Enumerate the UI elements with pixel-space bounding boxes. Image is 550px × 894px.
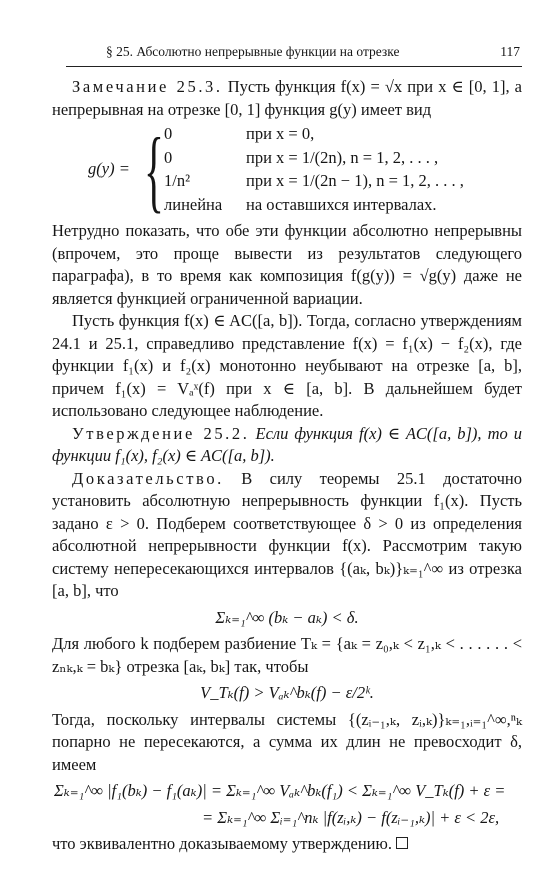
left-brace: { xyxy=(144,118,164,221)
remark-paragraph xyxy=(52,76,522,121)
case-value: 0 xyxy=(164,147,173,167)
piecewise-lhs: g(y) = xyxy=(88,159,130,179)
statement-paragraph xyxy=(52,423,522,468)
case-value: 0 xyxy=(164,124,173,143)
remark-heading: Замечание 25.3. xyxy=(72,77,223,96)
page-body xyxy=(52,76,522,856)
case-condition: на оставшихся интервалах. xyxy=(246,194,437,214)
remark-text-2: Нетрудно показать, что обе эти функции абсолютно непрерывны (впрочем, это проще вывести из результатов следующего параграфа), в то время как композиция f(g(y)) = √g(y) даже не является функцией ограниченной вариации. xyxy=(52,221,522,308)
formula-sum-lengths: Σₖ₌₁^∞ (bₖ − aₖ) < δ. xyxy=(215,607,359,627)
proof-text-3: Тогда, поскольку интервалы системы {(zᵢ₋₁,ₖ, zᵢ,ₖ)}ₖ₌₁,ᵢ₌₁^∞,ⁿₖ попарно не пересекаются, а сумма их длин не превосходит δ, имеем xyxy=(52,709,522,774)
case-condition: при x = 1/(2n), n = 1, 2, . . . , xyxy=(246,147,439,167)
section-title: § 25. Абсолютно непрерывные функции на отрезке xyxy=(106,44,400,59)
case-condition: при x = 0, xyxy=(246,124,315,143)
proof-text-2: Для любого k подберем разбиение Tₖ = {aₖ = z₀,ₖ < z₁,ₖ < . . . . . . < zₙₖ,ₖ = bₖ} отрезка [aₖ, bₖ] так, чтобы xyxy=(52,634,522,676)
piecewise-cases xyxy=(164,123,464,216)
paragraph-2: Пусть функция f(x) ∈ AC([a, b]). Тогда, согласно утверждениям 24.1 и 25.1, справедливо представление f(x) = f₁(x) − f₂(x), где функции f₁(x) и f₂(x) монотонно неубывают на отрезке [a, b], причем f₁(x) = Vₐˣ(f) при x ∈ [a, b]. В дальнейшем будет использовано следующее наблюдение. xyxy=(52,311,522,420)
proof-text-1: В силу теоремы 25.1 достаточно установить абсолютную непрерывность функции f₁(x). Пусть задано ε > 0. Подберем соответствующее δ > 0 из определения абсолютной непрерывности функции f(x). Рассмотрим такую систему непересекающихся интервалов {(aₖ, bₖ)}ₖ₌₁^∞ из отрезка [a, b], что xyxy=(52,468,523,600)
formula-partition: V_Tₖ(f) > Vₐₖ^bₖ(f) − ε/2ᵏ. xyxy=(200,683,374,702)
formula-estimate-line-1: Σₖ₌₁^∞ |f₁(bₖ) − f₁(aₖ)| = Σₖ₌₁^∞ Vₐₖ^bₖ(f₁) < Σₖ₌₁^∞ V_Tₖ(f) + ε = xyxy=(54,781,506,800)
proof-conclusion xyxy=(52,833,522,856)
case-condition: при x = 1/(2n − 1), n = 1, 2, . . . , xyxy=(246,171,464,190)
piecewise-definition xyxy=(88,118,522,221)
header-rule xyxy=(66,66,522,67)
qed-square-icon xyxy=(396,837,408,849)
remark-text-1: Пусть функция f(x) = √x при x ∈ [0, 1], а непрерывная на отрезке [0, 1] функция g(y) имеет вид xyxy=(52,77,522,119)
statement-heading: Утверждение 25.2. xyxy=(72,423,250,443)
case-value: 1/n² xyxy=(164,171,191,190)
statement-text: Если функция f(x) ∈ AC([a, b]), то и функции f₁(x), f₂(x) ∈ AC([a, b]). xyxy=(52,423,523,465)
proof-paragraph xyxy=(52,468,522,603)
case-value: линейна xyxy=(164,194,223,214)
proof-text-4: что эквивалентно доказываемому утверждению. xyxy=(52,834,392,853)
formula-estimate-line-2: = Σₖ₌₁^∞ Σᵢ₌₁^nₖ |f(zᵢ,ₖ) − f(zᵢ₋₁,ₖ)| + ε < 2ε, xyxy=(202,807,500,827)
running-header xyxy=(68,44,520,64)
page-number: 117 xyxy=(500,44,520,59)
proof-heading: Доказательство. xyxy=(72,468,224,488)
